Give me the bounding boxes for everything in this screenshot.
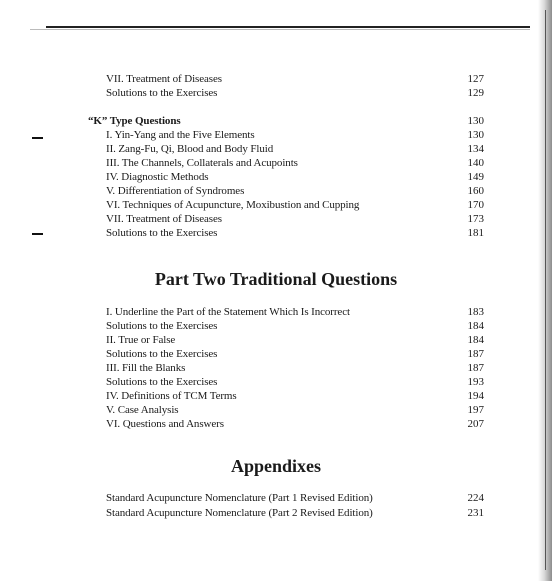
- toc-entry: [106, 184, 484, 198]
- toc-entry: [106, 156, 484, 170]
- toc-entry-page: 187: [467, 348, 484, 360]
- toc-entry-page: 181: [467, 227, 484, 239]
- margin-mark: [32, 233, 43, 235]
- toc-entry: [106, 389, 484, 403]
- toc-entry-title: Standard Acupuncture Nomenclature (Part 1 Revised Edition): [106, 492, 373, 504]
- toc-entry: [106, 142, 484, 156]
- toc-entry-title: Solutions to the Exercises: [106, 376, 218, 388]
- toc-entry: [106, 506, 484, 520]
- toc-entry-page: 130: [467, 115, 484, 127]
- toc-entry-title: VI. Questions and Answers: [106, 418, 224, 430]
- toc-entry-title: Solutions to the Exercises: [106, 227, 218, 239]
- toc-entry: [106, 417, 484, 431]
- toc-entry-page: 127: [467, 73, 484, 85]
- toc-entry: [106, 170, 484, 184]
- toc-entry-page: 197: [467, 404, 484, 416]
- toc-entry-page: 140: [467, 157, 484, 169]
- toc-entry-title: II. True or False: [106, 334, 176, 346]
- toc-entry: [106, 491, 484, 505]
- page-edge-line: [545, 10, 546, 570]
- toc-entry-title: VI. Techniques of Acupuncture, Moxibustion and Cupping: [106, 199, 360, 211]
- top-rule: [46, 26, 530, 28]
- toc-entry-title: Standard Acupuncture Nomenclature (Part 2 Revised Edition): [106, 507, 373, 519]
- toc-entry: [106, 198, 484, 212]
- toc-entry-page: 160: [467, 185, 484, 197]
- toc-entry-page: 129: [467, 87, 484, 99]
- toc-entry-title: Solutions to the Exercises: [106, 87, 218, 99]
- toc-entry-title: III. Fill the Blanks: [106, 362, 186, 374]
- toc-entry-title: III. The Channels, Collaterals and Acupoints: [106, 157, 298, 169]
- appendixes-heading: Appendixes: [230, 456, 322, 476]
- margin-mark: [32, 137, 43, 139]
- part-two-heading: Part Two Traditional Questions: [154, 269, 398, 289]
- toc-entry: [106, 226, 484, 240]
- toc-entry-page: 134: [467, 143, 484, 155]
- toc-entry-page: 170: [467, 199, 484, 211]
- toc-entry-page: 207: [467, 418, 484, 430]
- toc-entry: [106, 128, 484, 142]
- toc-entry-page: 187: [467, 362, 484, 374]
- toc-entry: [106, 361, 484, 375]
- toc-entry-page: 130: [467, 129, 484, 141]
- toc-entry: [106, 403, 484, 417]
- toc-entry-page: 231: [467, 507, 484, 519]
- section-heading-ktype: [88, 114, 484, 128]
- section-heading-title: “K” Type Questions: [88, 115, 181, 127]
- toc-entry-title: VII. Treatment of Diseases: [106, 213, 222, 225]
- toc-entry-title: V. Case Analysis: [106, 404, 179, 416]
- toc-entry-page: 184: [467, 334, 484, 346]
- toc-entry: [106, 305, 484, 319]
- toc-entry-title: IV. Diagnostic Methods: [106, 171, 209, 183]
- toc-entry: [106, 86, 484, 100]
- toc-entry: [106, 212, 484, 226]
- toc-entry: [106, 333, 484, 347]
- toc-entry-page: 184: [467, 320, 484, 332]
- toc-entry-page: 149: [467, 171, 484, 183]
- toc-entry-title: II. Zang-Fu, Qi, Blood and Body Fluid: [106, 143, 274, 155]
- toc-entry-title: Solutions to the Exercises: [106, 348, 218, 360]
- toc-entry: [106, 72, 484, 86]
- toc-entry-title: I. Underline the Part of the Statement Which Is Incorrect: [106, 306, 350, 318]
- toc-entry-title: V. Differentiation of Syndromes: [106, 185, 245, 197]
- toc-entry: [106, 347, 484, 361]
- top-rule-shadow: [30, 29, 530, 30]
- toc-entry-page: 224: [467, 492, 484, 504]
- toc-entry-title: VII. Treatment of Diseases: [106, 73, 222, 85]
- toc-entry-title: I. Yin-Yang and the Five Elements: [106, 129, 255, 141]
- toc-entry-title: IV. Definitions of TCM Terms: [106, 390, 237, 402]
- toc-entry-page: 194: [467, 390, 484, 402]
- toc-entry-page: 193: [467, 376, 484, 388]
- toc-entry-page: 173: [467, 213, 484, 225]
- toc-entry-title: Solutions to the Exercises: [106, 320, 218, 332]
- toc-entry-page: 183: [467, 306, 484, 318]
- toc-entry: [106, 375, 484, 389]
- toc-entry: [106, 319, 484, 333]
